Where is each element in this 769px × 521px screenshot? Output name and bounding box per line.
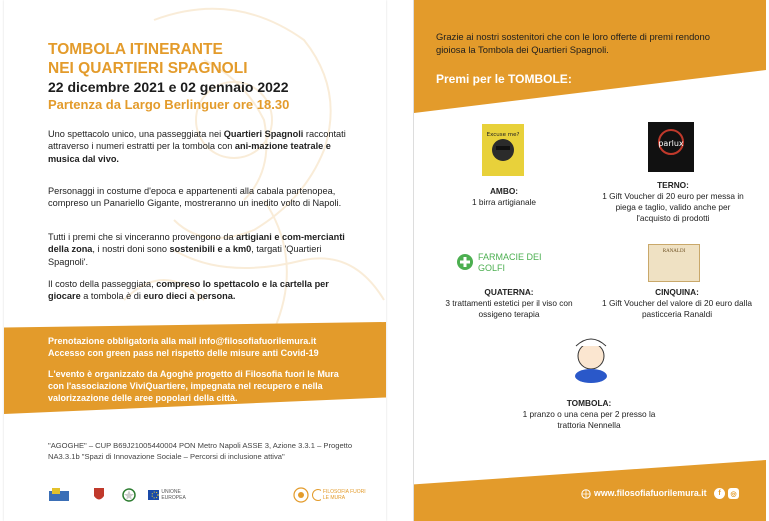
event-title: TOMBOLA ITINERANTE NEI QUARTIERI SPAGNOLI (48, 41, 248, 77)
filosofia-logo: FILOSOFIA FUORI LE MURA (312, 486, 372, 504)
eu-logo: UNIONE EUROPEA (148, 486, 198, 504)
prize-cinquina: CINQUINA: 1 Gift Voucher del valore di 20 euro dalla pasticceria Ranaldi (602, 287, 752, 319)
organizer-paragraph: L'evento è organizzato da Agoghè progetto di Filosofia fuori le Mura con l'associazione ViviQuartiere, impegnata nel recupero e nella valorizzazione delle aree popolari della città. (48, 369, 339, 403)
instagram-icon[interactable]: ◎ (728, 488, 739, 499)
prizes-title: Premi per le TOMBOLE: (436, 72, 572, 86)
funding-note: "AGOGHE" – CUP B69J21005440004 PON Metro Napoli ASSE 3, Azione 3.3.1 – Progetto NA3.3.1b "Spazi di Innovazione Sociale – Percorsi di inclusione attiva" (48, 441, 353, 461)
svg-text:Excuse me?: Excuse me? (486, 132, 520, 138)
prize-tombola: TOMBOLA: 1 pranzo o una cena per 2 presso la trattoria Nennella (522, 398, 656, 430)
agoghe-logo (292, 486, 310, 504)
prize-ambo: AMBO: 1 birra artigianale (471, 186, 537, 207)
parlux-logo (648, 122, 694, 172)
svg-text:parlux: parlux (658, 139, 684, 148)
greenpass-line: Accesso con green pass nel rispetto delle misure anti Covid-19 (48, 348, 319, 358)
event-dates: 22 dicembre 2021 e 02 gennaio 2022 (48, 79, 289, 95)
prize-quaterna: QUATERNA: 3 trattamenti estetici per il viso con ossigeno terapia (445, 287, 573, 319)
thanks-text: Grazie ai nostri sostenitori che con le loro offerte di premi rendono gioiosa la Tombola dei Quartieri Spagnoli. (436, 31, 710, 55)
city-logo (48, 486, 72, 504)
left-page (4, 0, 386, 521)
coat-of-arms-logo (92, 486, 106, 504)
website-link[interactable]: www.filosofiafuorilemura.it (594, 488, 707, 498)
prize-terno: TERNO: 1 Gift Voucher di 20 euro per messa in piega e taglio, valido anche per l'acquisto di prodotti (602, 180, 744, 223)
thanks-band (414, 0, 766, 113)
facebook-icon[interactable]: f (714, 488, 725, 499)
paragraph-intro: Uno spettacolo unico, una passeggiata nei Quartieri Spagnoli raccontati attraverso i numeri estratti per la tombola con ani-mazione teatrale e musica dal vivo. (48, 129, 346, 164)
republic-emblem-logo (122, 486, 136, 504)
paragraph-prizes: Tutti i premi che si vinceranno provengono da artigiani e com-mercianti della zona, i nostri doni sono sostenibili e a km0, targati 'Quartieri Spagnoli'. (48, 232, 345, 267)
paragraph-characters: Personaggi in costume d'epoca e appartenenti alla cabala partenopea, compreso un Panariello Gigante, mostreranno un inedito volto di Napoli. (48, 186, 342, 209)
ranaldi-logo: RANALDI (648, 244, 700, 282)
right-page (413, 0, 766, 521)
booking-line: Prenotazione obbligatoria alla mail info@filosofiafuorilemura.it (48, 336, 317, 346)
excuse-me-logo (482, 124, 524, 176)
farmacie-logo: FARMACIE DEI GOLFI (456, 248, 552, 278)
nennella-logo (566, 334, 616, 384)
globe-icon (581, 489, 591, 499)
sponsor-logos (44, 486, 374, 508)
departure-info: Partenza da Largo Berlinguer ore 18.30 (48, 97, 290, 112)
paragraph-cost: Il costo della passeggiata, compreso lo spettacolo e la cartella per giocare a tombola è di euro dieci a persona. (48, 279, 329, 302)
